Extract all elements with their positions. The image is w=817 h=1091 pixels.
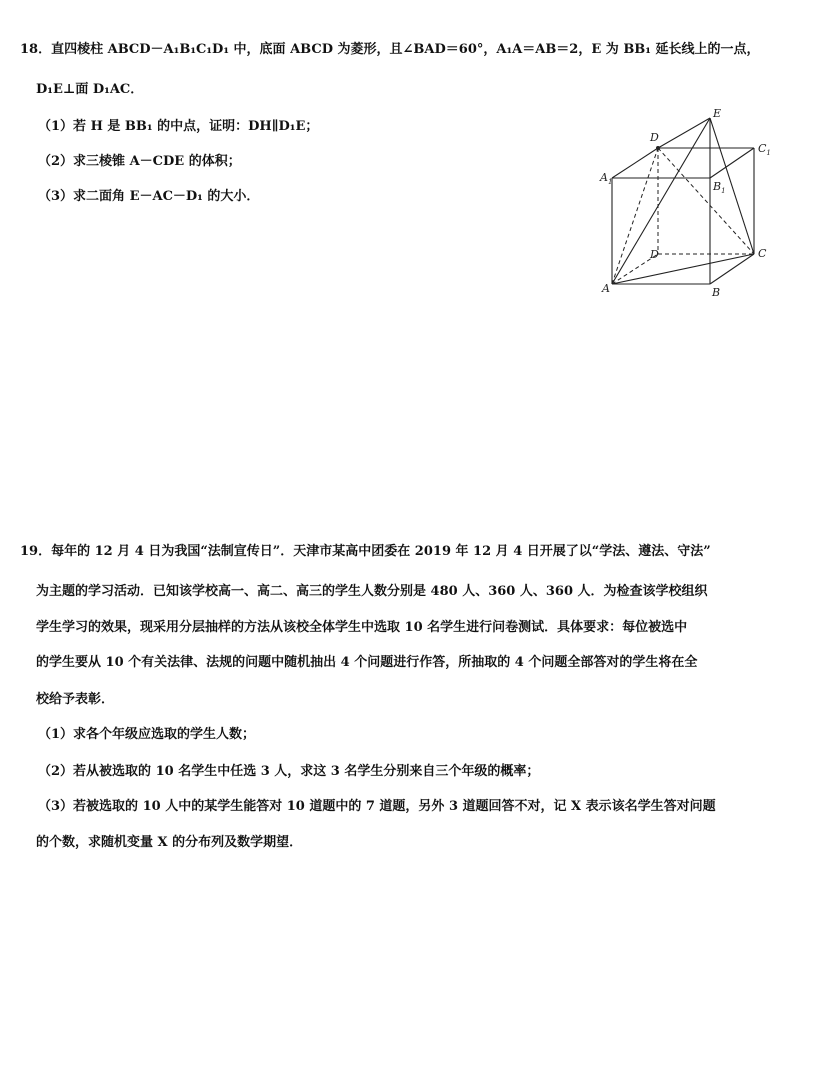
prism-figure [594, 106, 774, 302]
label-b1 [712, 180, 726, 195]
label-c: C [758, 247, 767, 260]
problem-18-statement-line-2: D₁E⊥面 D₁AC． [36, 82, 144, 97]
label-a: A [602, 282, 610, 295]
label-b1-main: B [713, 180, 722, 193]
point-d1 [656, 146, 660, 150]
problem-19-statement-line-1: 19．每年的 12 月 4 日为我国“法制宣传日”．天津市某高中团委在 2019 年 12 月 4 日开展了以“学法、遵法、守法” [20, 544, 711, 559]
label-d: D [650, 248, 659, 261]
hidden-segment-d1-c [658, 148, 754, 254]
segment-d1-e [658, 118, 710, 148]
edge-b1-c1 [710, 148, 754, 178]
problem-18-statement-line-1: 18．直四棱柱 ABCD－A₁B₁C₁D₁ 中，底面 ABCD 为菱形，且∠BAD＝60°，A₁A＝AB＝2，E 为 BB₁ 延长线上的一点， [20, 42, 760, 57]
label-c1-sub: 1 [766, 149, 771, 157]
label-e: E [713, 107, 722, 120]
label-b1-sub: 1 [721, 187, 726, 195]
problem-19-subquestion-3-line-2: 的个数，求随机变量 X 的分布列及数学期望． [36, 835, 303, 850]
problem-18-subquestion-2: （2）求三棱锥 A－CDE 的体积； [38, 154, 241, 169]
label-c1 [758, 142, 771, 157]
problem-19-subquestion-3-line-1: （3）若被选取的 10 人中的某学生能答对 10 道题中的 7 道题，另外 3 道题回答不对，记 X 表示该名学生答对问题 [38, 799, 716, 814]
problem-18-subquestion-3: （3）求二面角 E－AC－D₁ 的大小． [38, 189, 260, 204]
label-b: B [712, 286, 721, 299]
label-a1 [599, 171, 612, 186]
problem-19-subquestion-1: （1）求各个年级应选取的学生人数； [38, 727, 256, 742]
problem-18-subquestion-1: （1）若 H 是 BB₁ 的中点，证明：DH∥D₁E； [38, 119, 319, 134]
problem-19-statement-line-3: 学生学习的效果，现采用分层抽样的方法从该校全体学生中选取 10 名学生进行问卷测试．具体要求：每位被选中 [36, 620, 688, 635]
label-a1-main: A [600, 171, 608, 184]
problem-19-statement-line-5: 校给予表彰． [36, 692, 115, 707]
edge-a1-d1 [612, 148, 658, 178]
problem-19-subquestion-2: （2）若从被选取的 10 名学生中任选 3 人，求这 3 名学生分别来自三个年级的概率； [38, 764, 540, 779]
label-a1-sub: 1 [607, 178, 613, 186]
hidden-segment-a-d1 [612, 148, 658, 284]
label-c1-main: C [758, 142, 767, 155]
problem-19-statement-line-4: 的学生要从 10 个有关法律、法规的问题中随机抽出 4 个问题进行作答，所抽取的 4 个问题全部答对的学生将在全 [36, 655, 698, 670]
segment-a-e [612, 118, 710, 284]
problem-19-statement-line-2: 为主题的学习活动．已知该学校高一、高二、高三的学生人数分别是 480 人、360 人、360 人．为检查该学校组织 [36, 584, 708, 599]
label-d1: D [650, 131, 659, 144]
